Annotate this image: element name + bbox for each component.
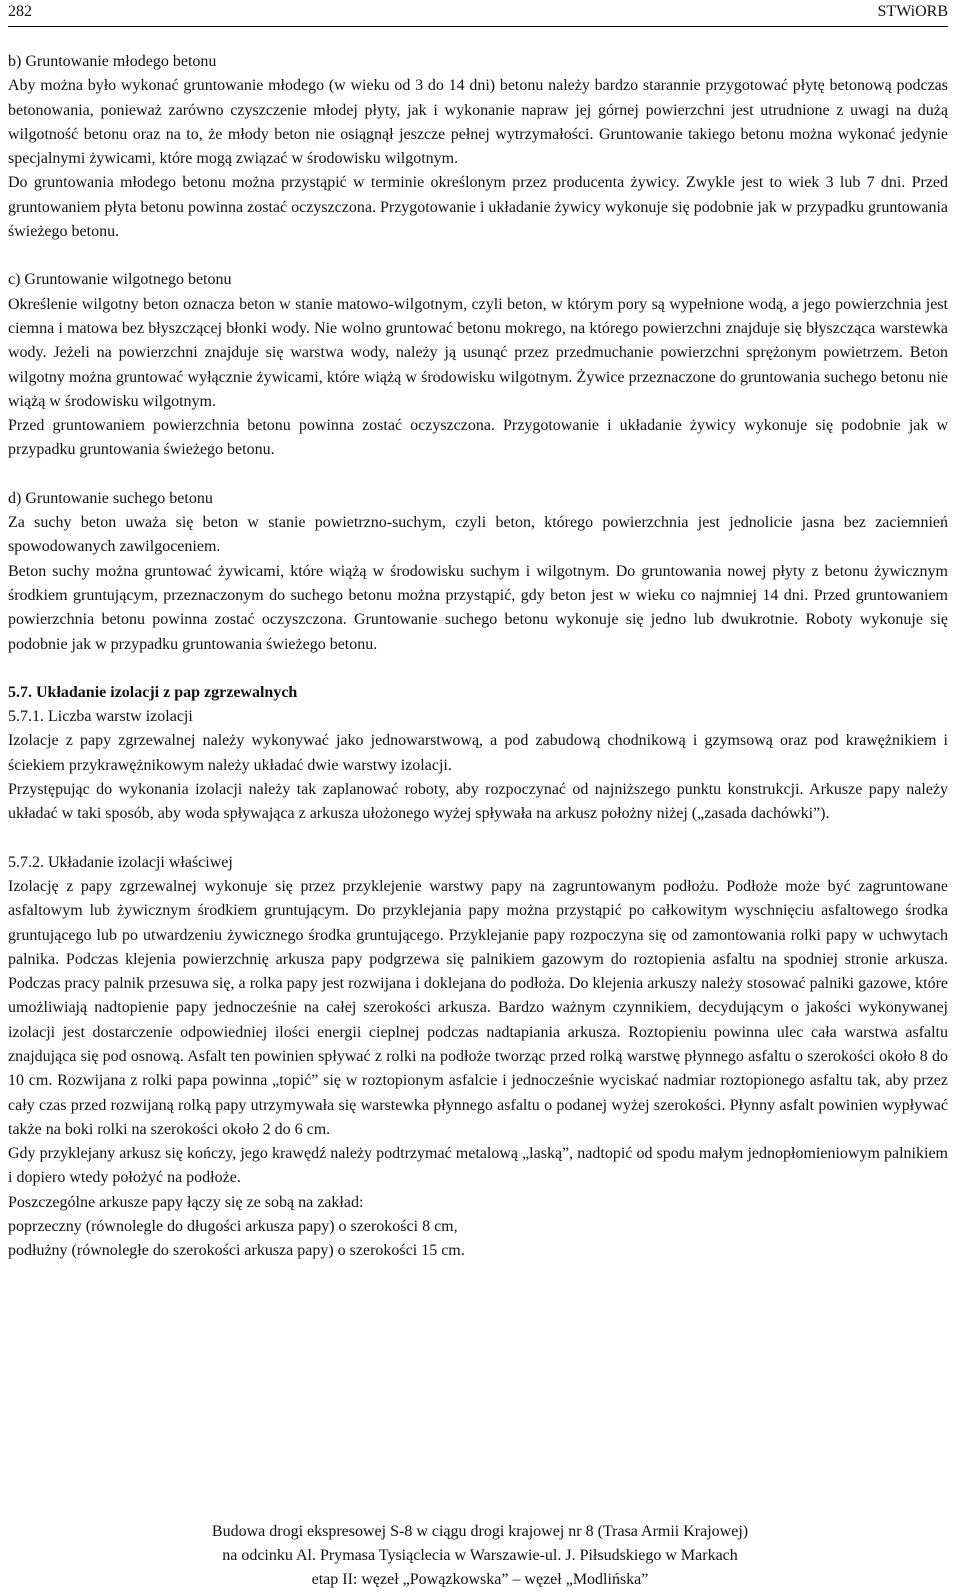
page-number: 282: [8, 3, 32, 20]
section-5-7-2-list-item-2: podłużny (równoległe do szerokości arkusza papy) o szerokości 15 cm.: [8, 1242, 465, 1260]
section-b-paragraph-1: Aby można było wykonać gruntowanie młodego (w wieku od 3 do 14 dni) betonu należy bardzo starannie przygotować płytę betonową podczas betonowania, ponieważ zarówno czyszczenie młodej płyty, jak i wykonanie napraw jej górnej powierzchni jest utrudnione z uwagi na dużą wilgotność betonu oraz na to, że młody beton nie osiągnął jeszcze pełnej wytrzymałości. Gruntowanie takiego betonu można wykonać jedynie specjalnymi żywicami, które mogą związać w środowisku wilgotnym.: [8, 77, 948, 168]
section-5-7-1-paragraph-2: Przystępując do wykonania izolacji należy tak zaplanować roboty, aby rozpoczynać od najniższego punktu konstrukcji. Arkusze papy należy układać w taki sposób, aby woda spływająca z arkusza ułożonego wyżej spływała na arkusz położny niżej („zasada dachówki”).: [8, 781, 948, 823]
section-5-7-2-list-item-1: poprzeczny (równolegle do długości arkusza papy) o szerokości 8 cm,: [8, 1218, 458, 1236]
section-b-title: b) Gruntowanie młodego betonu: [8, 53, 217, 70]
section-5-7-2-paragraph-2: Gdy przyklejany arkusz się kończy, jego krawędź należy podtrzymać metalową „laską”, nadtopić od spodu małym jednopłomieniowym palnikiem i dopiero wtedy położyć na podłoże.: [8, 1145, 948, 1187]
section-c-paragraph-1: Określenie wilgotny beton oznacza beton w stanie matowo-wilgotnym, czyli beton, w którym pory są wypełnione wodą, a jego powierzchnia jest ciemna i matowa bez błyszczącej błonki wody. Nie wolno gruntować betonu mokrego, na którego powierzchni znajduje się błyszcząca warstewka wody. Jeżeli na powierzchni znajduje się warstwa wody, należy ją usunąć przez przedmuchanie powierzchni sprężonym powietrzem. Beton wilgotny można gruntować wyłącznie żywicami, które wiążą w środowisku wilgotnym. Żywice przeznaczone do gruntowania suchego betonu nie wiążą w środowisku wilgotnym.: [8, 295, 948, 410]
section-5-7-2-paragraph-1: Izolację z papy zgrzewalnej wykonuje się przez przyklejenie warstwy papy na zagruntowanym podłożu. Podłoże może być zagruntowane asfaltowym lub żywicznym środkiem gruntującym. Do przyklejania papy można przystąpić po całkowitym wyschnięciu asfaltowego środka gruntującego lub po utwardzeniu żywicznego środka gruntującego. Przyklejanie papy rozpoczyna się od zamontowania rolki papy w uchwytach palnika. Podczas klejenia powierzchnię arkusza papy podgrzewa się palnikiem gazowym do roztopienia asfaltu na spodniej stronie arkusza. Podczas pracy palnik przesuwa się, a rolka papy jest rozwijana i doklejana do podłoża. Do klejenia arkuszy należy stosować palniki gazowe, które umożliwiają nadtopienie papy jednocześnie na całej szerokości arkusza. Bardzo ważnym czynnikiem, decydującym o jakości wykonywanej izolacji jest dostarczenie odpowiedniej ilości energii cieplnej podczas nadtapiania arkusza. Roztopieniu powinna ulec cała warstwa asfaltu znajdująca się pod osnową. Asfalt ten powinien spływać z rolki na podłoże tworząc przed rolką warstwę płynnego asfaltu o szerokości około 8 do 10 cm. Rozwijana z rolki papa powinna „topić” się w roztopionym asfalcie i jednocześnie wyciskać nadmiar roztopionego asfaltu tak, aby przez cały czas przed rozwijaną rolką papy utrzymywała się warstewka płynnego asfaltu o podanej wyżej szerokości. Płynny asfalt powinien wypływać także na boki rolki na szerokości około 2 do 6 cm.: [8, 877, 948, 1138]
footer-line-2: na odcinku Al. Prymasa Tysiąclecia w Warszawie-ul. J. Piłsudskiego w Markach: [222, 1547, 738, 1564]
page-footer: [0, 1520, 960, 1592]
spacer: [8, 244, 948, 268]
spacer: [8, 463, 948, 487]
section-d-paragraph-2: Beton suchy można gruntować żywicami, które wiążą w środowisku suchym i wilgotnym. Do gruntowania nowej płyty z betonu żywicznym środkiem gruntującym, przeznaczonym do suchego betonu można przystąpić, gdy beton jest w wieku co najmniej 14 dni. Przed gruntowaniem powierzchnia betonu powinna zostać oczyszczona. Gruntowanie suchego betonu wykonuje się jedno lub dwukrotnie. Roboty wykonuje się podobnie jak w przypadku gruntowania świeżego betonu.: [8, 562, 948, 653]
section-5-7-2-paragraph-3: Poszczególne arkusze papy łączy się ze sobą na zakład:: [8, 1193, 364, 1211]
footer-line-1: Budowa drogi ekspresowej S-8 w ciągu drogi krajowej nr 8 (Trasa Armii Krajowej): [211, 1523, 749, 1540]
section-5-7-title: 5.7. Układanie izolacji z pap zgrzewalnych: [8, 683, 298, 701]
spacer: [8, 657, 948, 681]
section-5-7-1-title: 5.7.1. Liczba warstw izolacji: [8, 708, 193, 726]
publisher-name: STWiORB: [877, 3, 948, 20]
section-d-paragraph-1: Za suchy beton uważa się beton w stanie powietrzno-suchym, czyli beton, którego powierzchnia jest jednolicie jasna bez zaciemnień spowodowanych zawilgoceniem.: [8, 514, 948, 556]
section-5-7-1-paragraph-1: Izolacje z papy zgrzewalnej należy wykonywać jako jednowarstwową, a pod zabudową chodnikową i gzymsową oraz pod krawężnikiem i ściekiem przykrawężnikowym należy układać dwie warstwy izolacji.: [8, 732, 948, 774]
page-header: [8, 0, 948, 27]
document-body: [8, 50, 948, 1264]
section-5-7-2-title: 5.7.2. Układanie izolacji właściwej: [8, 853, 233, 871]
spacer: [8, 827, 948, 851]
section-c-paragraph-2: Przed gruntowaniem powierzchnia betonu powinna zostać oczyszczona. Przygotowanie i układanie żywicy wykonuje się podobnie jak w przypadku gruntowania świeżego betonu.: [8, 417, 948, 459]
section-d-title: d) Gruntowanie suchego betonu: [8, 489, 213, 507]
section-c-title: c) Gruntowanie wilgotnego betonu: [8, 271, 232, 289]
footer-line-3: etap II: węzeł „Powązkowska” – węzeł „Modlińska”: [311, 1571, 649, 1588]
section-b-paragraph-2: Do gruntowania młodego betonu można przystąpić w terminie określonym przez producenta żywicy. Zwykle jest to wiek 3 lub 7 dni. Przed gruntowaniem płyta betonu powinna zostać oczyszczona. Przygotowanie i układanie żywicy wykonuje się podobnie jak w przypadku gruntowania świeżego betonu.: [8, 174, 948, 241]
